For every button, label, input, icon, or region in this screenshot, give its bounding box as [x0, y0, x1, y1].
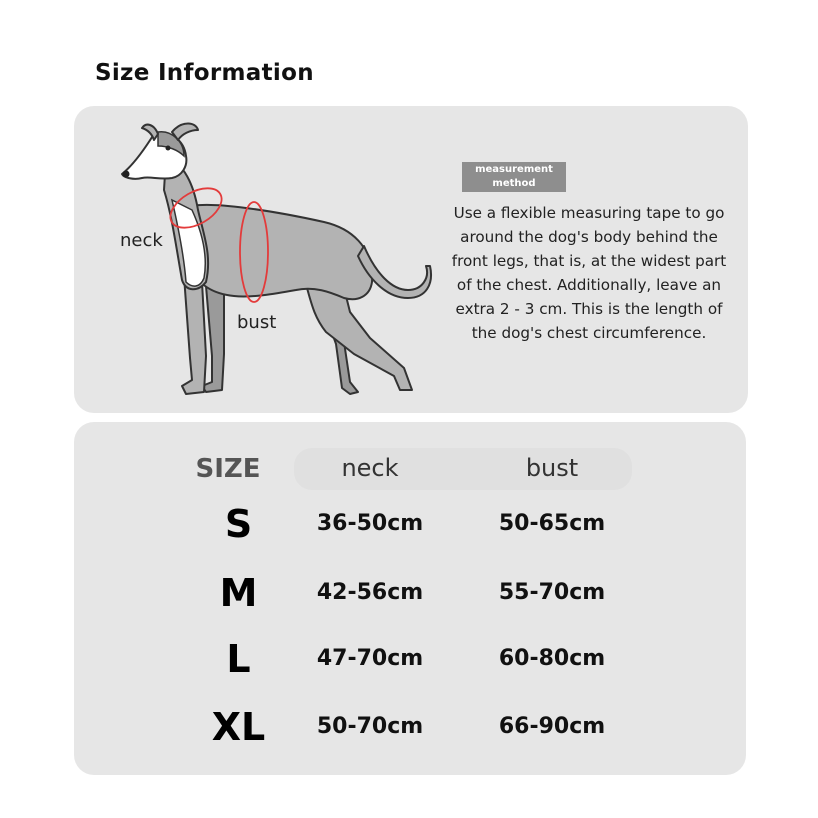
neck-cell: 36-50cm	[316, 511, 424, 536]
table-row	[74, 634, 746, 684]
measurement-instructions: Use a flexible measuring tape to go around the dog's body behind the front legs, that is, at the widest part of the chest. Additionally, leave an extra 2 - 3 cm. This is the length of the dog's chest circumference.	[451, 204, 727, 342]
dog-front-leg-near	[182, 276, 206, 394]
neck-cell: 47-70cm	[316, 646, 424, 671]
table-row	[74, 568, 746, 618]
dog-body	[190, 205, 372, 299]
badge-line-1: measurement	[475, 164, 553, 175]
bust-cell: 60-80cm	[498, 646, 606, 671]
bust-label: bust	[237, 312, 277, 333]
measurement-panel	[74, 106, 748, 413]
bust-cell: 50-65cm	[498, 511, 606, 536]
dog-illustration	[74, 106, 434, 413]
table-row	[74, 702, 746, 752]
table-row	[74, 499, 746, 549]
neck-cell: 50-70cm	[316, 714, 424, 739]
dog-eye	[166, 146, 171, 151]
badge-line-2: method	[492, 178, 536, 189]
size-cell: XL	[211, 705, 266, 749]
measurement-method-badge	[462, 162, 566, 192]
size-table-panel	[74, 422, 746, 775]
header-neck: neck	[341, 454, 399, 482]
size-cell: L	[226, 637, 251, 681]
size-cell: M	[219, 571, 258, 615]
dog-nose	[123, 171, 130, 178]
dog-ear-right	[172, 124, 198, 141]
page-title: Size Information	[95, 60, 314, 86]
size-cell: S	[224, 502, 253, 546]
neck-cell: 42-56cm	[316, 580, 424, 605]
header-bust: bust	[525, 454, 579, 482]
header-size: SIZE	[195, 454, 261, 484]
dog-ear-left	[142, 125, 158, 140]
bust-cell: 55-70cm	[498, 580, 606, 605]
bust-cell: 66-90cm	[498, 714, 606, 739]
neck-label: neck	[120, 230, 163, 251]
